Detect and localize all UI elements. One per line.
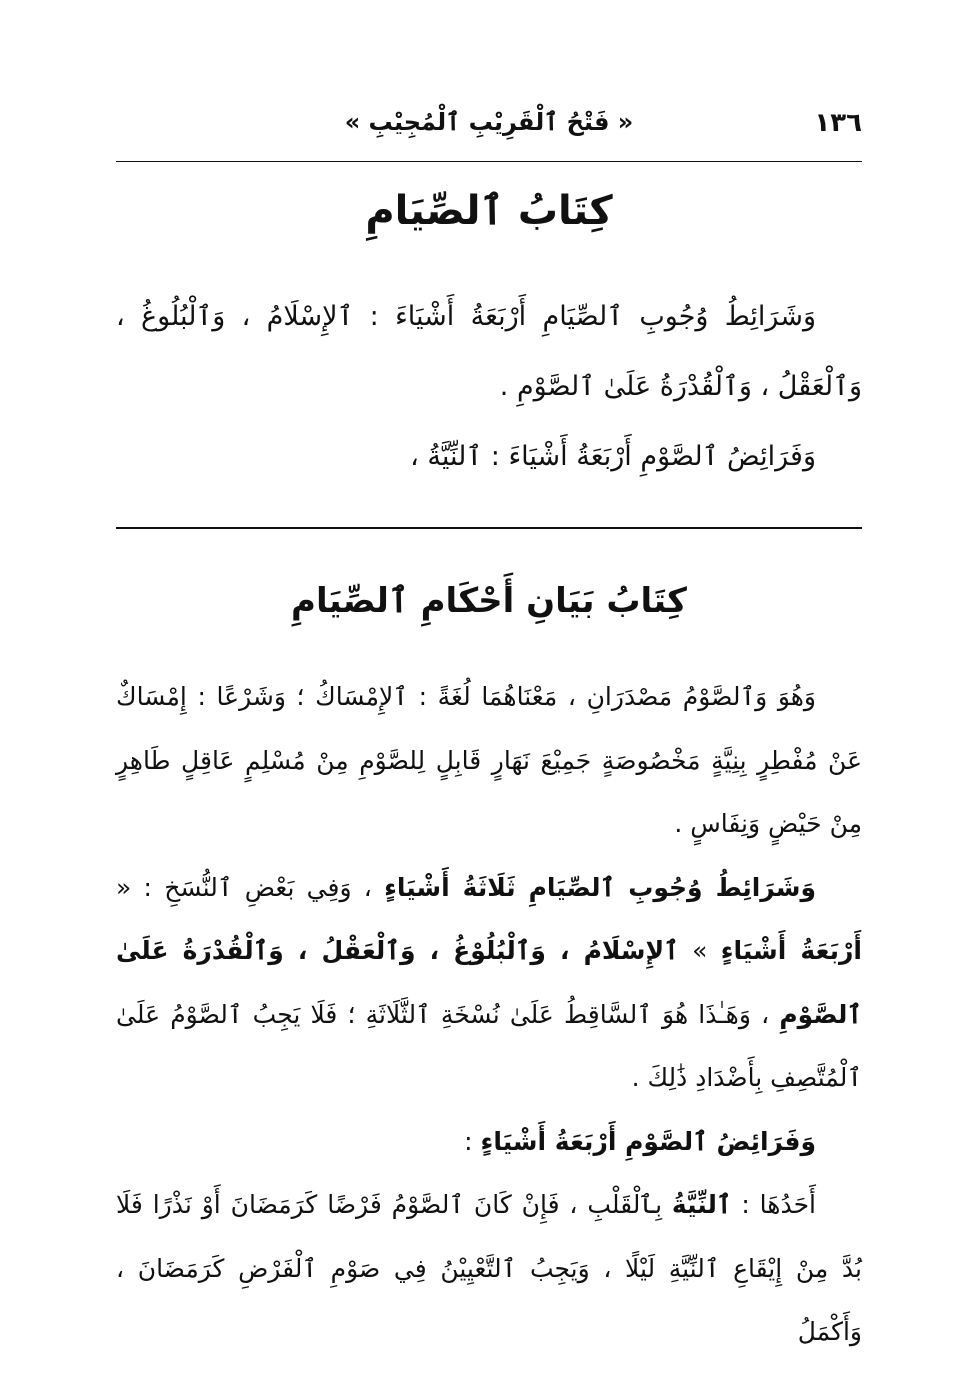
matn-quote: أَرْبَعَةُ أَشْيَاءٍ (720, 936, 862, 965)
commentary-text: أَحَدُهَا : (731, 1190, 816, 1219)
commentary-text: ، وَفِي بَعْضِ ٱلنُّسَخِ : « (116, 872, 385, 902)
matn-quote: وَشَرَائِطُ وُجُوبِ ٱلصِّيَامِ ثَلَاثَةُ أَشْيَاءٍ (384, 872, 816, 902)
matn-quote: وَفَرَائِضُ ٱلصَّوْمِ أَرْبَعَةُ أَشْيَاءٍ (480, 1126, 816, 1156)
running-title: « فَتْحُ ٱلْقَرِيْبِ ٱلْمُجِيْبِ » (344, 108, 634, 136)
sharh-paragraph (116, 1110, 862, 1174)
sharh-paragraph (116, 856, 862, 1110)
commentary-text: ، وَهَـٰذَا هُوَ ٱلسَّاقِطُ عَلَىٰ نُسْخَةِ ٱلثَّلَاثَةِ ؛ فَلَا يَجِبُ ٱلصَّوْمُ عَلَىٰ ٱلْمُتَّصِفِ بِأَضْدَادِ ذَٰلِكَ . (116, 999, 862, 1092)
page-header (116, 108, 862, 148)
commentary-text: بِٱلْقَلْبِ ، فَإِنْ كَانَ ٱلصَّوْمُ فَرْضًا كَرَمَضَانَ أَوْ نَذْرًا فَلَا بُدَّ مِنْ إِيْقَاعِ ٱلنِّيَّةِ لَيْلًا ، وَيَجِبُ ٱلتَّعْيِيْنُ فِي صَوْمِ ٱلْفَرْضِ كَرَمَضَانَ ، وَأَكْمَلُ (116, 1190, 862, 1346)
sharh-text (116, 665, 862, 1364)
matn-chapter-title: كِتَابُ ٱلصِّيَامِ (365, 188, 613, 234)
commentary-text: : (464, 1126, 481, 1156)
matn-sharh-divider (116, 527, 862, 529)
header-divider (116, 161, 862, 162)
matn-text (116, 282, 862, 492)
sharh-chapter-title: كِتَابُ بَيَانِ أَحْكَامِ ٱلصِّيَامِ (291, 581, 687, 621)
matn-paragraph: وَفَرَائِضُ ٱلصَّوْمِ أَرْبَعَةُ أَشْيَاءَ : ٱلنِّيَّةُ ، (410, 441, 816, 472)
matn-paragraph: وَشَرَائِطُ وُجُوبِ ٱلصِّيَامِ أَرْبَعَةُ أَشْيَاءَ : ٱلإِسْلَامُ ، وَٱلْبُلُوغُ ، وَٱلْعَقْلُ ، وَٱلْقُدْرَةُ عَلَىٰ ٱلصَّوْمِ . (116, 301, 862, 402)
page-number: ١٣٦ (814, 108, 862, 138)
commentary-text: » (678, 936, 721, 965)
matn-quote: ٱلنِّيَّةُ (671, 1190, 732, 1219)
sharh-paragraph: وَهُوَ وَٱلصَّوْمُ مَصْدَرَانِ ، مَعْنَاهُمَا لُغَةً : ٱلإِمْسَاكُ ؛ وَشَرْعًا : إِمْسَاكٌ عَنْ مُفْطِرٍ بِنِيَّةٍ مَخْصُوصَةٍ جَمِيْعَ نَهَارٍ قَابِلٍ لِلصَّوْمِ مِنْ مُسْلِمٍ عَاقِلٍ طَاهِرٍ مِنْ حَيْضٍ وَنِفَاسٍ . (116, 682, 862, 838)
matn-quote: ٱلإِسْلَامُ ، وَٱلْبُلُوْغُ ، وَٱلْعَقْلُ ، وَٱلْقُدْرَةُ عَلَىٰ ٱلصَّوْمِ (116, 936, 862, 1029)
sharh-paragraph (116, 1173, 862, 1364)
